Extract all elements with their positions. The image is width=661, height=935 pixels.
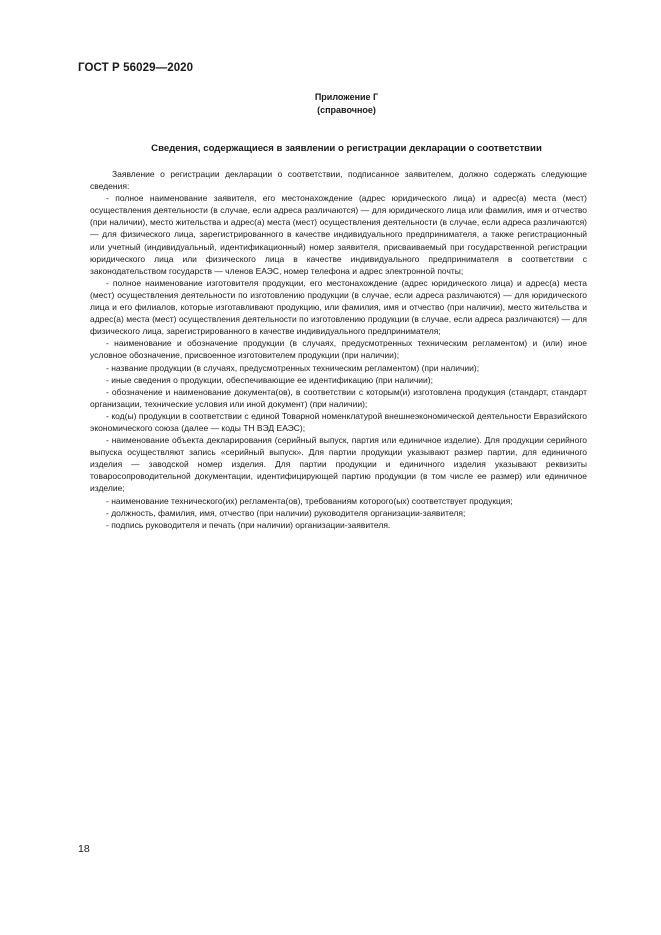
- list-item: - наименование технического(их) регламента(ов), требованиям которого(ых) соответствует продукция;: [106, 495, 513, 506]
- section-heading-text: Сведения, содержащиеся в заявлении о регистрации декларации о соответствии: [151, 143, 542, 154]
- standard-code: ГОСТ Р 56029—2020: [78, 62, 194, 74]
- list-item: - наименование и обозначение продукции (в случаях, предусмотренных техническим регламентом) и (или) иное условное обозначение, присвоенное изготовителем продукции (при наличии);: [90, 338, 587, 361]
- list-item: - наименование объекта декларирования (серийный выпуск, партия или единичное изделие). Для продукции серийного выпуска осуществляют запись «серийный выпуск». Для партии продукции указывают размер партии, для единичного изделия — заводской номер изделия. Для партии продукции и единичного изделия указывают реквизиты товаросопроводительной документации, идентифицирующей партию продукции (в том числе ее размер) или единичное изделие;: [90, 435, 587, 494]
- list-item: - полное наименование изготовителя продукции, его местонахождение (адрес юридического лица) и адрес(а) места (мест) осуществления деятельности по изготовлению продукции (в случае, если адреса различаются) — для юридического лица и его филиалов, которые изготавливают продукцию, или фамилия, имя и отчество (при наличии), место жительства и адрес(а) места (мест) осуществления деятельности по изготовлению продукции (в случае, если адреса различаются) — для физического лица, зарегистрированного в качестве индивидуального предпринимателя;: [90, 277, 587, 337]
- list-item: - подпись руководителя и печать (при наличии) организации-заявителя.: [106, 519, 391, 530]
- annex-subtitle: (справочное): [317, 105, 376, 115]
- list-item: - должность, фамилия, имя, отчество (при наличии) руководителя организации-заявителя;: [106, 507, 466, 518]
- list-item: - полное наименование заявителя, его местонахождение (адрес юридического лица) и адрес(а) места (мест) осуществления деятельности (в случае, если адреса различаются) — для юридического лица или фамилия, имя и отчество (при наличии), место жительства и адрес(а) места (мест) осуществления деятельности (в случае, если адреса различаются) — для физического лица, зарегистрированного в качестве индивидуального предпринимателя, а также регистрационный или учетный (индивидуальный, идентификационный) номер заявителя, присваиваемый при государственной регистрации юридического лица или физического лица в качестве индивидуального предпринимателя в соответствии с законодательством государств — членов ЕАЭС, номер телефона и адрес электронной почты;: [90, 193, 587, 276]
- section-heading: [0, 143, 661, 154]
- intro-paragraph: Заявление о регистрации декларации о соответствии, подписанное заявителем, должно содержать следующие сведения:: [90, 169, 587, 192]
- list-item: - иные сведения о продукции, обеспечивающие ее идентификацию (при наличии);: [106, 374, 433, 385]
- list-item: - обозначение и наименование документа(ов), в соответствии с которым(и) изготовлена продукция (стандарт, стандарт организации, технические условия или иной документ) (при наличии);: [90, 386, 587, 409]
- annex-title: Приложение Г: [314, 92, 379, 102]
- list-item: - название продукции (в случаях, предусмотренных техническим регламентом) (при наличии);: [106, 362, 480, 373]
- list-item: - код(ы) продукции в соответствии с единой Товарной номенклатурой внешнеэкономической деятельности Евразийского экономического союза (далее — коды ТН ВЭД ЕАЭС);: [90, 410, 587, 433]
- annex-label: [0, 91, 661, 117]
- document-body: [90, 168, 587, 531]
- page-number: 18: [78, 843, 90, 855]
